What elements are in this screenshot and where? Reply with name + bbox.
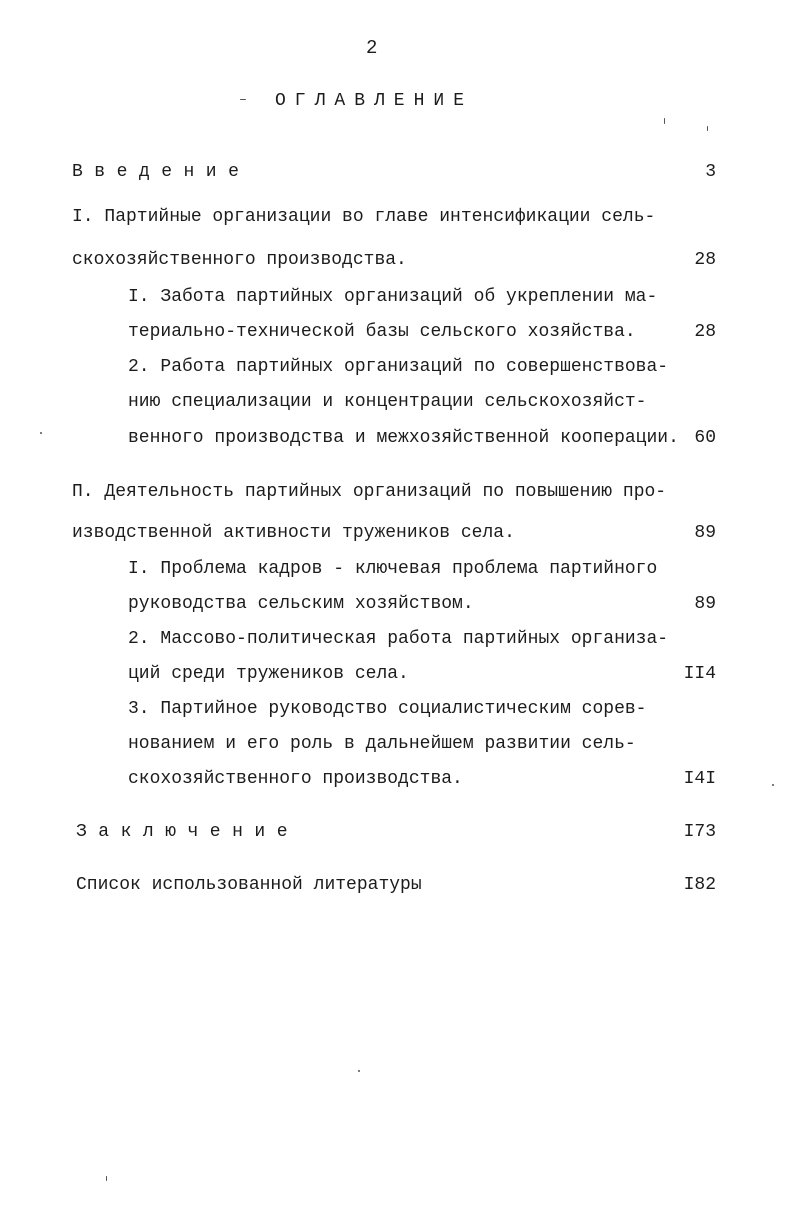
scan-speck — [106, 1176, 107, 1181]
scan-speck — [772, 784, 774, 786]
toc-section-2-2-line-2: ций среди тружеников села. — [128, 664, 409, 684]
toc-section-1-1-line-2: териально-технической базы сельского хозяйства. — [128, 322, 636, 342]
scan-speck — [40, 432, 42, 434]
toc-page-conclusion: I73 — [683, 822, 716, 842]
toc-page-section-2-2: II4 — [683, 664, 716, 684]
toc-chapter-2-line-1: П. Деятельность партийных организаций по повышению про- — [72, 482, 667, 502]
toc-section-1-2-line-3: венного производства и межхозяйственной кооперации. — [128, 428, 679, 448]
page-number: 2 — [366, 37, 378, 59]
scan-speck — [664, 118, 665, 124]
toc-section-2-3-line-1: 3. Партийное руководство социалистическим сорев- — [128, 699, 647, 719]
toc-chapter-2-line-2: изводственной активности тружеников села. — [72, 523, 515, 543]
toc-section-2-3-line-3: скохозяйственного производства. — [128, 769, 463, 789]
page-title: ОГЛАВЛЕНИЕ — [275, 91, 474, 111]
toc-page-section-1-2: 60 — [694, 428, 716, 448]
toc-page-section-1-1: 28 — [694, 322, 716, 342]
toc-entry-bibliography: Список использованной литературы — [76, 875, 422, 895]
toc-page-section-2-1: 89 — [694, 594, 716, 614]
toc-section-1-2-line-1: 2. Работа партийных организаций по совершенствова- — [128, 357, 669, 377]
toc-page-chapter-2: 89 — [694, 523, 716, 543]
toc-section-1-2-line-2: нию специализации и концентрации сельскохозяйст- — [128, 392, 647, 412]
toc-entry-introduction: Введение — [72, 162, 251, 182]
scan-speck — [707, 126, 708, 131]
toc-page-section-2-3: I4I — [683, 769, 716, 789]
toc-chapter-1-line-1: I. Партийные организации во главе интенсификации сель- — [72, 207, 656, 227]
scan-speck — [240, 99, 246, 100]
scan-speck — [358, 1070, 360, 1072]
toc-section-1-1-line-1: I. Забота партийных организаций об укреплении ма- — [128, 287, 658, 307]
toc-page-introduction: 3 — [705, 162, 716, 182]
toc-section-2-1-line-1: I. Проблема кадров - ключевая проблема партийного — [128, 559, 658, 579]
toc-page-bibliography: I82 — [683, 875, 716, 895]
toc-section-2-1-line-2: руководства сельским хозяйством. — [128, 594, 474, 614]
toc-section-2-2-line-1: 2. Массово-политическая работа партийных организа- — [128, 629, 669, 649]
toc-chapter-1-line-2: скохозяйственного производства. — [72, 250, 407, 270]
toc-page-chapter-1: 28 — [694, 250, 716, 270]
toc-entry-conclusion: Заключение — [76, 822, 300, 842]
toc-section-2-3-line-2: нованием и его роль в дальнейшем развитии сель- — [128, 734, 636, 754]
